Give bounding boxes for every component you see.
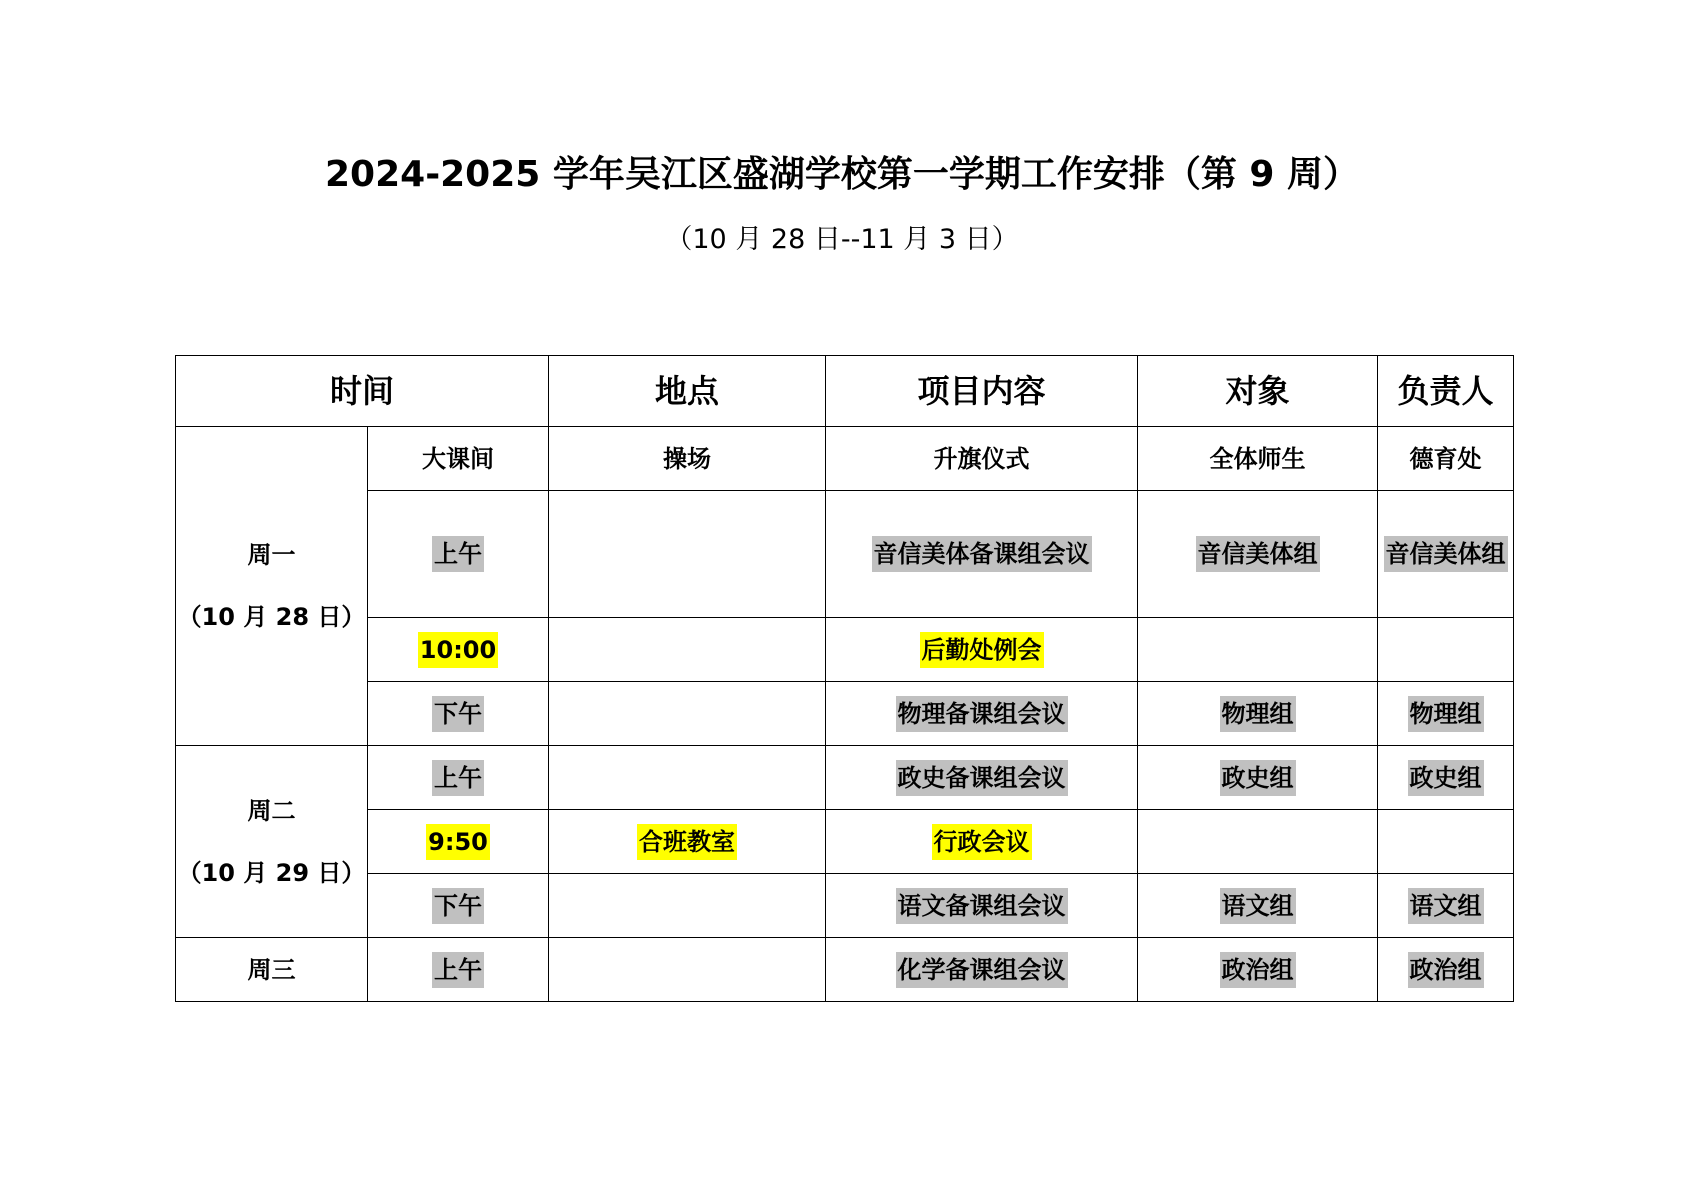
time-text: 上午 <box>432 952 484 988</box>
table-row <box>176 682 1514 746</box>
day-name: 周三 <box>247 955 296 984</box>
content-text: 升旗仪式 <box>933 444 1030 473</box>
header-row <box>176 356 1514 427</box>
content-cell <box>826 682 1138 746</box>
header-content: 项目内容 <box>826 356 1138 427</box>
target-text: 政治组 <box>1220 952 1296 988</box>
person-text: 德育处 <box>1409 444 1482 473</box>
place-cell <box>549 938 826 1002</box>
content-text: 语文备课组会议 <box>896 888 1068 924</box>
time-cell <box>368 491 549 618</box>
person-cell <box>1378 491 1514 618</box>
person-cell <box>1378 874 1514 938</box>
target-cell <box>1138 491 1378 618</box>
content-cell <box>826 746 1138 810</box>
header-place: 地点 <box>549 356 826 427</box>
time-cell <box>368 427 549 491</box>
table-row <box>176 618 1514 682</box>
time-cell <box>368 810 549 874</box>
time-cell <box>368 938 549 1002</box>
header-time: 时间 <box>176 356 549 427</box>
place-cell <box>549 874 826 938</box>
target-text: 音信美体组 <box>1196 536 1320 572</box>
target-cell <box>1138 618 1378 682</box>
time-text: 大课间 <box>422 444 494 473</box>
table-row <box>176 746 1514 810</box>
time-text: 9:50 <box>426 824 490 860</box>
content-cell <box>826 491 1138 618</box>
person-cell <box>1378 746 1514 810</box>
header-target: 对象 <box>1138 356 1378 427</box>
document-title: 2024-2025 学年吴江区盛湖学校第一学期工作安排（第 9 周） <box>325 154 1359 195</box>
target-cell <box>1138 874 1378 938</box>
day-name: 周二 <box>247 796 296 825</box>
place-cell <box>549 810 826 874</box>
place-text: 合班教室 <box>637 824 737 860</box>
content-cell <box>826 938 1138 1002</box>
content-cell <box>826 427 1138 491</box>
person-text: 政治组 <box>1408 952 1484 988</box>
target-cell <box>1138 682 1378 746</box>
day-cell-tuesday <box>176 746 368 938</box>
content-cell <box>826 618 1138 682</box>
table-row <box>176 938 1514 1002</box>
time-text: 上午 <box>432 536 484 572</box>
person-text: 政史组 <box>1408 760 1484 796</box>
place-text: 操场 <box>663 444 712 473</box>
document-subtitle: （10 月 28 日--11 月 3 日） <box>665 224 1019 255</box>
content-text: 行政会议 <box>932 824 1032 860</box>
time-text: 下午 <box>432 888 484 924</box>
table-row <box>176 427 1514 491</box>
place-cell <box>549 491 826 618</box>
target-cell <box>1138 938 1378 1002</box>
person-text: 物理组 <box>1408 696 1484 732</box>
target-cell <box>1138 810 1378 874</box>
content-text: 音信美体备课组会议 <box>872 536 1092 572</box>
content-text: 化学备课组会议 <box>896 952 1068 988</box>
target-text: 政史组 <box>1220 760 1296 796</box>
target-cell <box>1138 427 1378 491</box>
content-text: 后勤处例会 <box>920 632 1044 668</box>
person-cell <box>1378 938 1514 1002</box>
place-cell <box>549 427 826 491</box>
day-cell-wednesday <box>176 938 368 1002</box>
table-row <box>176 810 1514 874</box>
time-cell <box>368 746 549 810</box>
time-cell <box>368 618 549 682</box>
place-cell <box>549 618 826 682</box>
person-cell <box>1378 618 1514 682</box>
time-text: 10:00 <box>418 632 498 668</box>
time-text: 上午 <box>432 760 484 796</box>
person-text: 音信美体组 <box>1384 536 1508 572</box>
person-cell <box>1378 810 1514 874</box>
header-person: 负责人 <box>1378 356 1514 427</box>
time-cell <box>368 874 549 938</box>
day-cell-monday <box>176 427 368 746</box>
day-date: （10 月 29 日） <box>177 858 366 887</box>
content-cell <box>826 874 1138 938</box>
target-text: 语文组 <box>1220 888 1296 924</box>
target-cell <box>1138 746 1378 810</box>
person-text: 语文组 <box>1408 888 1484 924</box>
schedule-table <box>175 355 1514 1002</box>
person-cell <box>1378 427 1514 491</box>
day-name: 周一 <box>247 541 296 569</box>
time-cell <box>368 682 549 746</box>
table-row <box>176 874 1514 938</box>
place-cell <box>549 682 826 746</box>
time-text: 下午 <box>432 696 484 732</box>
target-text: 全体师生 <box>1209 444 1306 473</box>
content-cell <box>826 810 1138 874</box>
content-text: 物理备课组会议 <box>896 696 1068 732</box>
content-text: 政史备课组会议 <box>896 760 1068 796</box>
target-text: 物理组 <box>1220 696 1296 732</box>
place-cell <box>549 746 826 810</box>
day-date: （10 月 28 日） <box>177 603 366 631</box>
table-row <box>176 491 1514 618</box>
person-cell <box>1378 682 1514 746</box>
